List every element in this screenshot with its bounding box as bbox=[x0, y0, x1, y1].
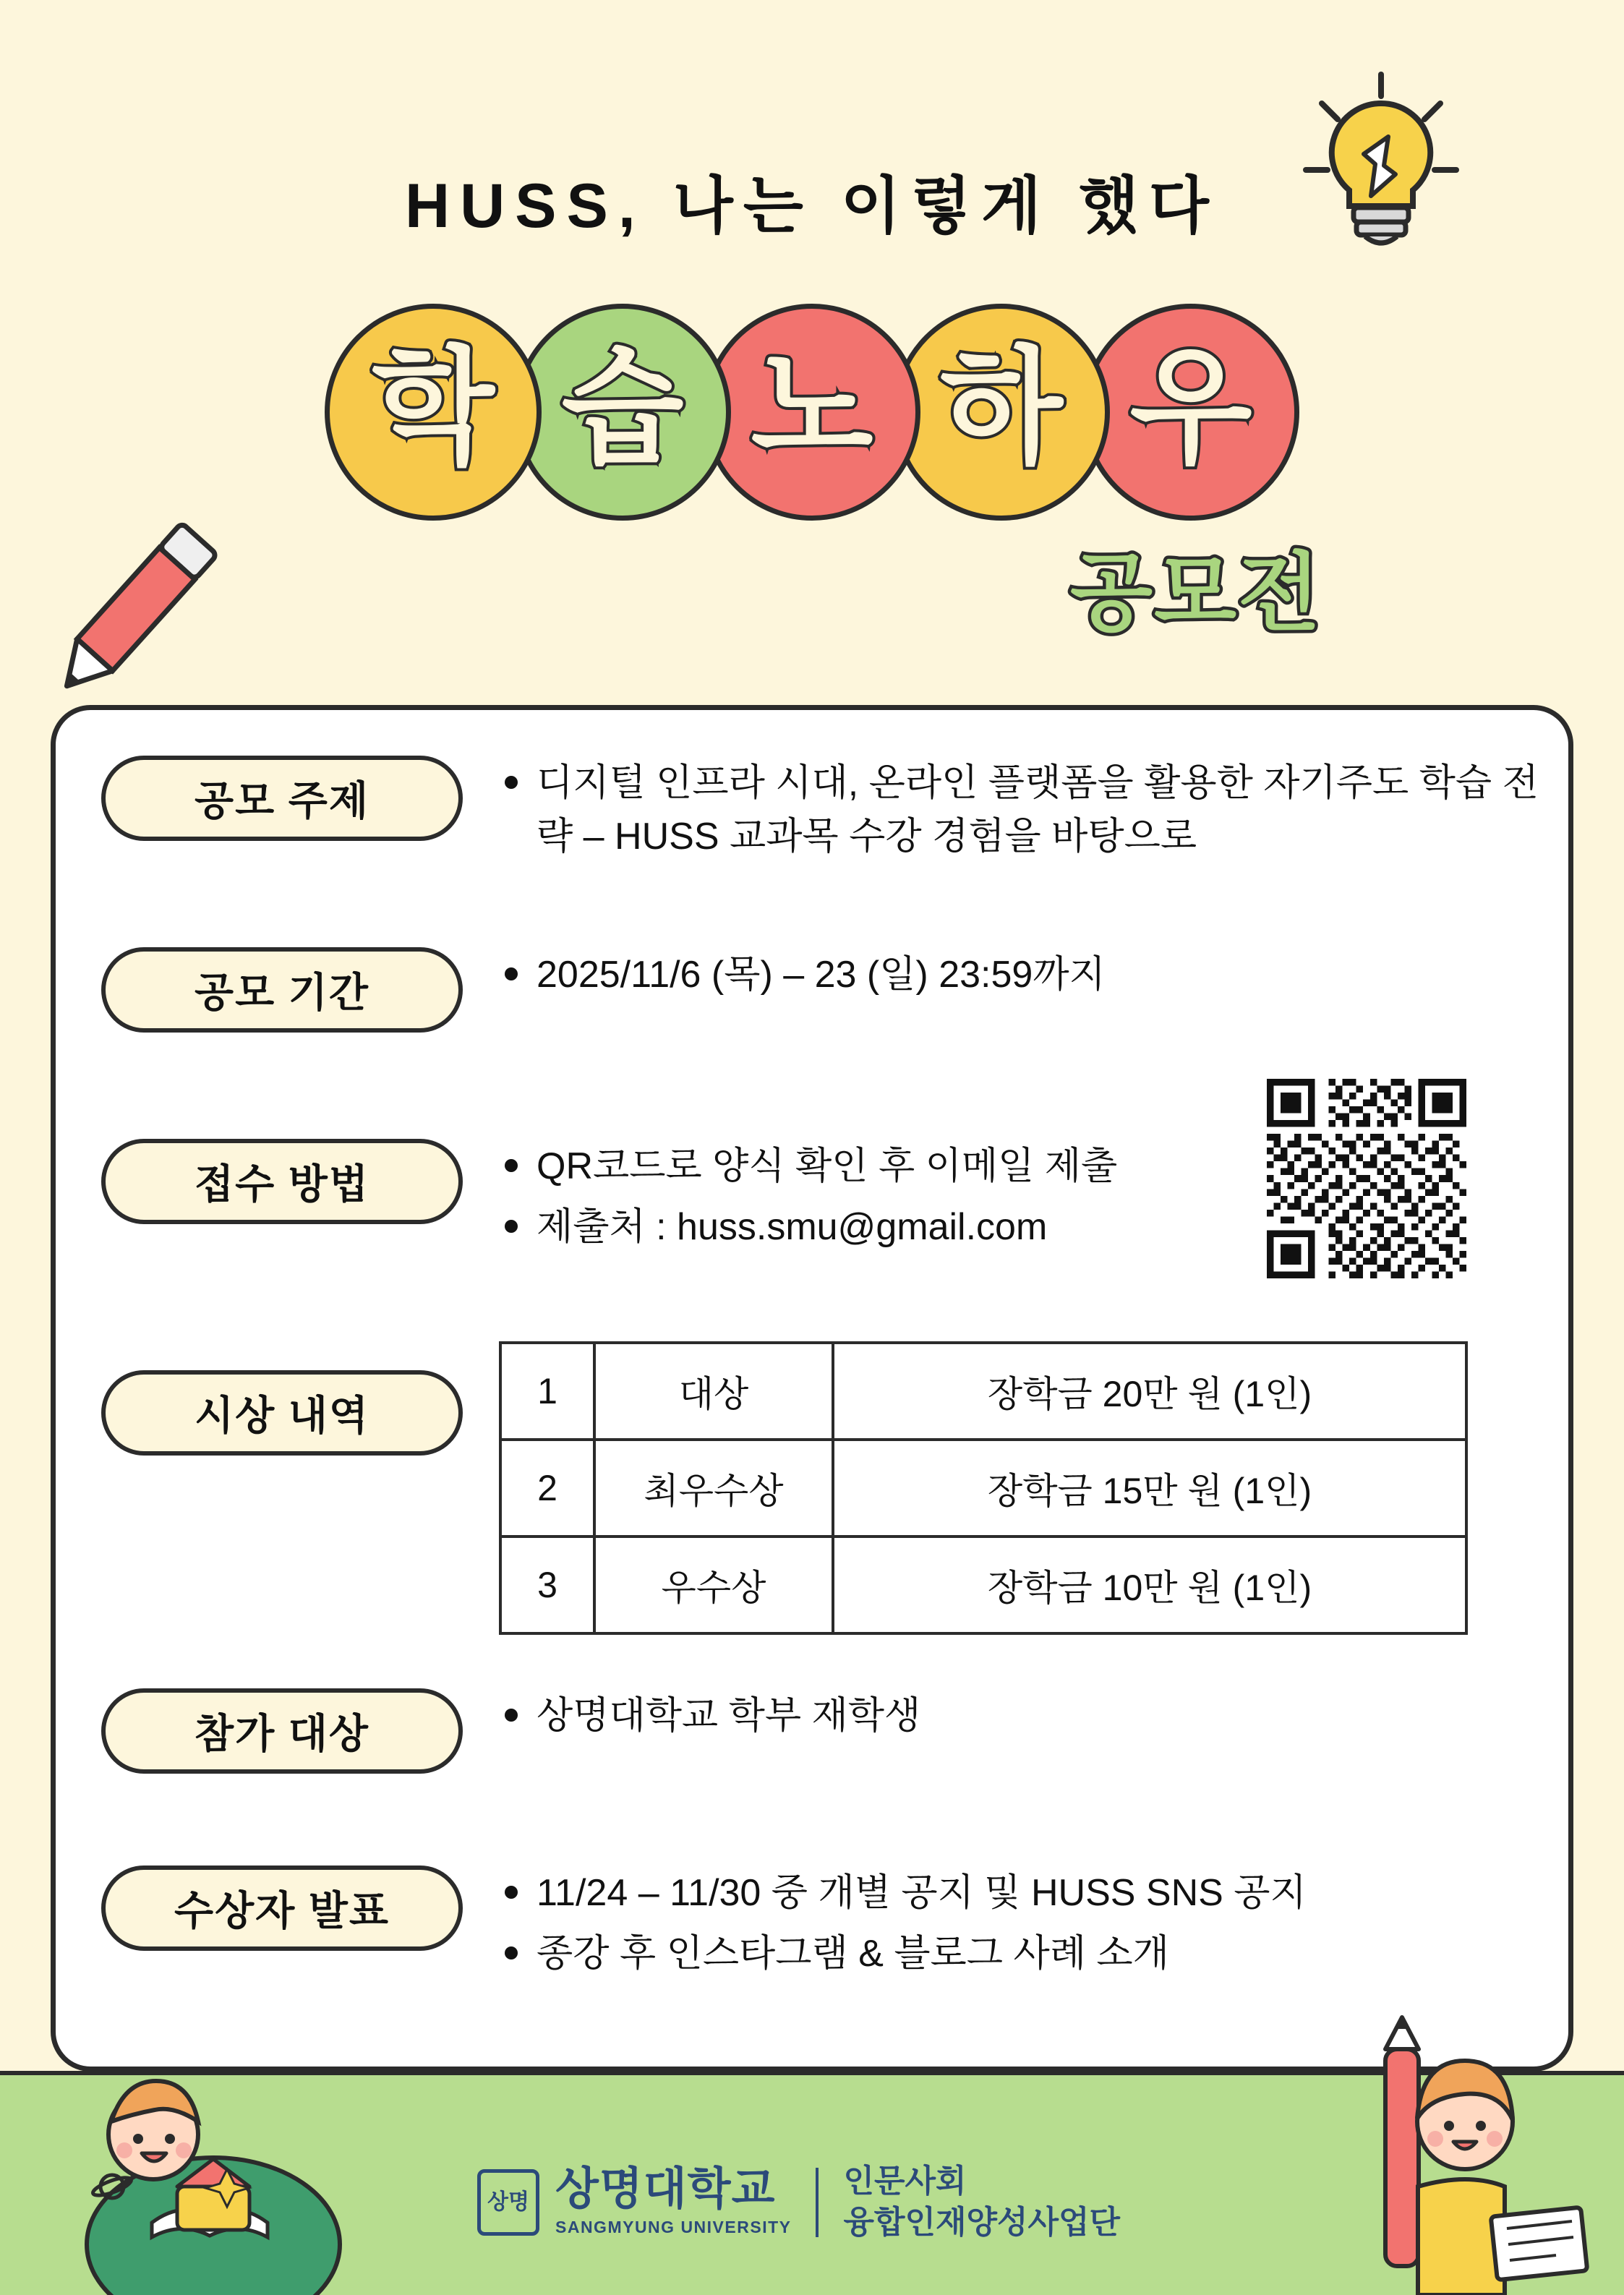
title-circle-char: 하 bbox=[940, 337, 1063, 479]
bullet-dot bbox=[505, 1220, 518, 1233]
section-content bbox=[505, 947, 1106, 1009]
title-subword: 공모전 bbox=[1070, 546, 1322, 641]
section-submission bbox=[101, 1139, 1117, 1262]
prize-amount: 장학금 20만 원 (1인) bbox=[833, 1343, 1466, 1440]
bullet-dot bbox=[505, 1886, 518, 1899]
bullet-text: 종강 후 인스타그램 & 블로그 사례 소개 bbox=[537, 1932, 1169, 1975]
poster-headline: HUSS, 나는 이렇게 했다 bbox=[404, 171, 1220, 241]
section-label: 공모 주제 bbox=[101, 756, 463, 841]
title-circle bbox=[704, 304, 920, 521]
university-name-kr: 상명대학교 bbox=[555, 2164, 776, 2215]
title-circle-char: 노 bbox=[751, 337, 873, 479]
section-label: 수상자 발표 bbox=[101, 1866, 463, 1951]
section-content bbox=[505, 756, 1549, 871]
title-circle bbox=[893, 304, 1110, 521]
bullet-text: 상명대학교 학부 재학생 bbox=[537, 1695, 921, 1737]
prize-rank: 최우수상 bbox=[594, 1440, 833, 1537]
title-circles bbox=[0, 293, 1624, 531]
prize-no: 2 bbox=[500, 1440, 594, 1537]
bullet-dot bbox=[505, 776, 518, 789]
prize-no: 1 bbox=[500, 1343, 594, 1440]
section-announcement bbox=[101, 1866, 1307, 1988]
section-content bbox=[505, 1866, 1307, 1988]
bullet-text: 11/24 – 11/30 중 개별 공지 및 HUSS SNS 공지 bbox=[537, 1872, 1307, 1914]
qr-code-icon bbox=[1265, 1077, 1468, 1280]
table-row bbox=[500, 1343, 1466, 1440]
prize-rank: 대상 bbox=[594, 1343, 833, 1440]
bullet-item bbox=[505, 1201, 1117, 1255]
sangmyung-logo-mark: 상명 bbox=[477, 2169, 539, 2236]
prize-rank: 우수상 bbox=[594, 1537, 833, 1633]
bullet-item bbox=[505, 949, 1106, 1002]
title-circle bbox=[1082, 304, 1299, 521]
prize-table bbox=[499, 1341, 1468, 1635]
section-content bbox=[505, 1688, 920, 1751]
section-content bbox=[505, 1139, 1117, 1262]
section-period bbox=[101, 947, 1106, 1033]
table-row bbox=[500, 1537, 1466, 1633]
section-topic bbox=[101, 756, 1549, 871]
bullet-dot bbox=[505, 1159, 518, 1172]
prize-amount: 장학금 15만 원 (1인) bbox=[833, 1440, 1466, 1537]
university-name-en: SANGMYUNG UNIVERSITY bbox=[555, 2218, 792, 2237]
section-label: 접수 방법 bbox=[101, 1139, 463, 1224]
section-eligibility bbox=[101, 1688, 920, 1774]
bullet-text: 2025/11/6 (목) – 23 (일) 23:59까지 bbox=[537, 954, 1106, 996]
title-circle bbox=[325, 304, 542, 521]
table-row bbox=[500, 1440, 1466, 1537]
bullet-item bbox=[505, 1928, 1307, 1981]
prize-no: 3 bbox=[500, 1537, 594, 1633]
bullet-item bbox=[505, 757, 1549, 864]
pencil-icon bbox=[22, 506, 239, 723]
student-girl-illustration bbox=[1255, 2006, 1595, 2295]
section-label: 참가 대상 bbox=[101, 1688, 463, 1774]
bullet-text: QR코드로 양식 확인 후 이메일 제출 bbox=[537, 1145, 1118, 1187]
title-circle-char: 습 bbox=[561, 337, 684, 479]
bullet-dot bbox=[505, 1709, 518, 1722]
section-label: 공모 기간 bbox=[101, 947, 463, 1033]
department-line-2: 융합인재양성사업단 bbox=[843, 2204, 1121, 2240]
logo-divider bbox=[816, 2168, 819, 2237]
student-boy-illustration bbox=[43, 2006, 383, 2295]
bullet-text: 디지털 인프라 시대, 온라인 플랫폼을 활용한 자기주도 학습 전략 – HUSS 교과목 수강 경험을 바탕으로 bbox=[537, 762, 1539, 858]
bullet-item bbox=[505, 1140, 1117, 1194]
university-logo bbox=[477, 2161, 1120, 2243]
bullet-item bbox=[505, 1867, 1307, 1920]
department-line-1: 인문사회 bbox=[843, 2163, 967, 2200]
bullet-text: 제출처 : huss.smu@gmail.com bbox=[537, 1205, 1048, 1248]
section-label: 시상 내역 bbox=[101, 1370, 463, 1456]
title-circle-char: 우 bbox=[1129, 337, 1252, 479]
bullet-dot bbox=[505, 967, 518, 980]
prize-amount: 장학금 10만 원 (1인) bbox=[833, 1537, 1466, 1633]
title-circle bbox=[514, 304, 731, 521]
section-prizes bbox=[101, 1370, 463, 1456]
bullet-dot bbox=[505, 1946, 518, 1959]
bullet-item bbox=[505, 1690, 920, 1743]
title-circle-char: 학 bbox=[372, 337, 495, 479]
